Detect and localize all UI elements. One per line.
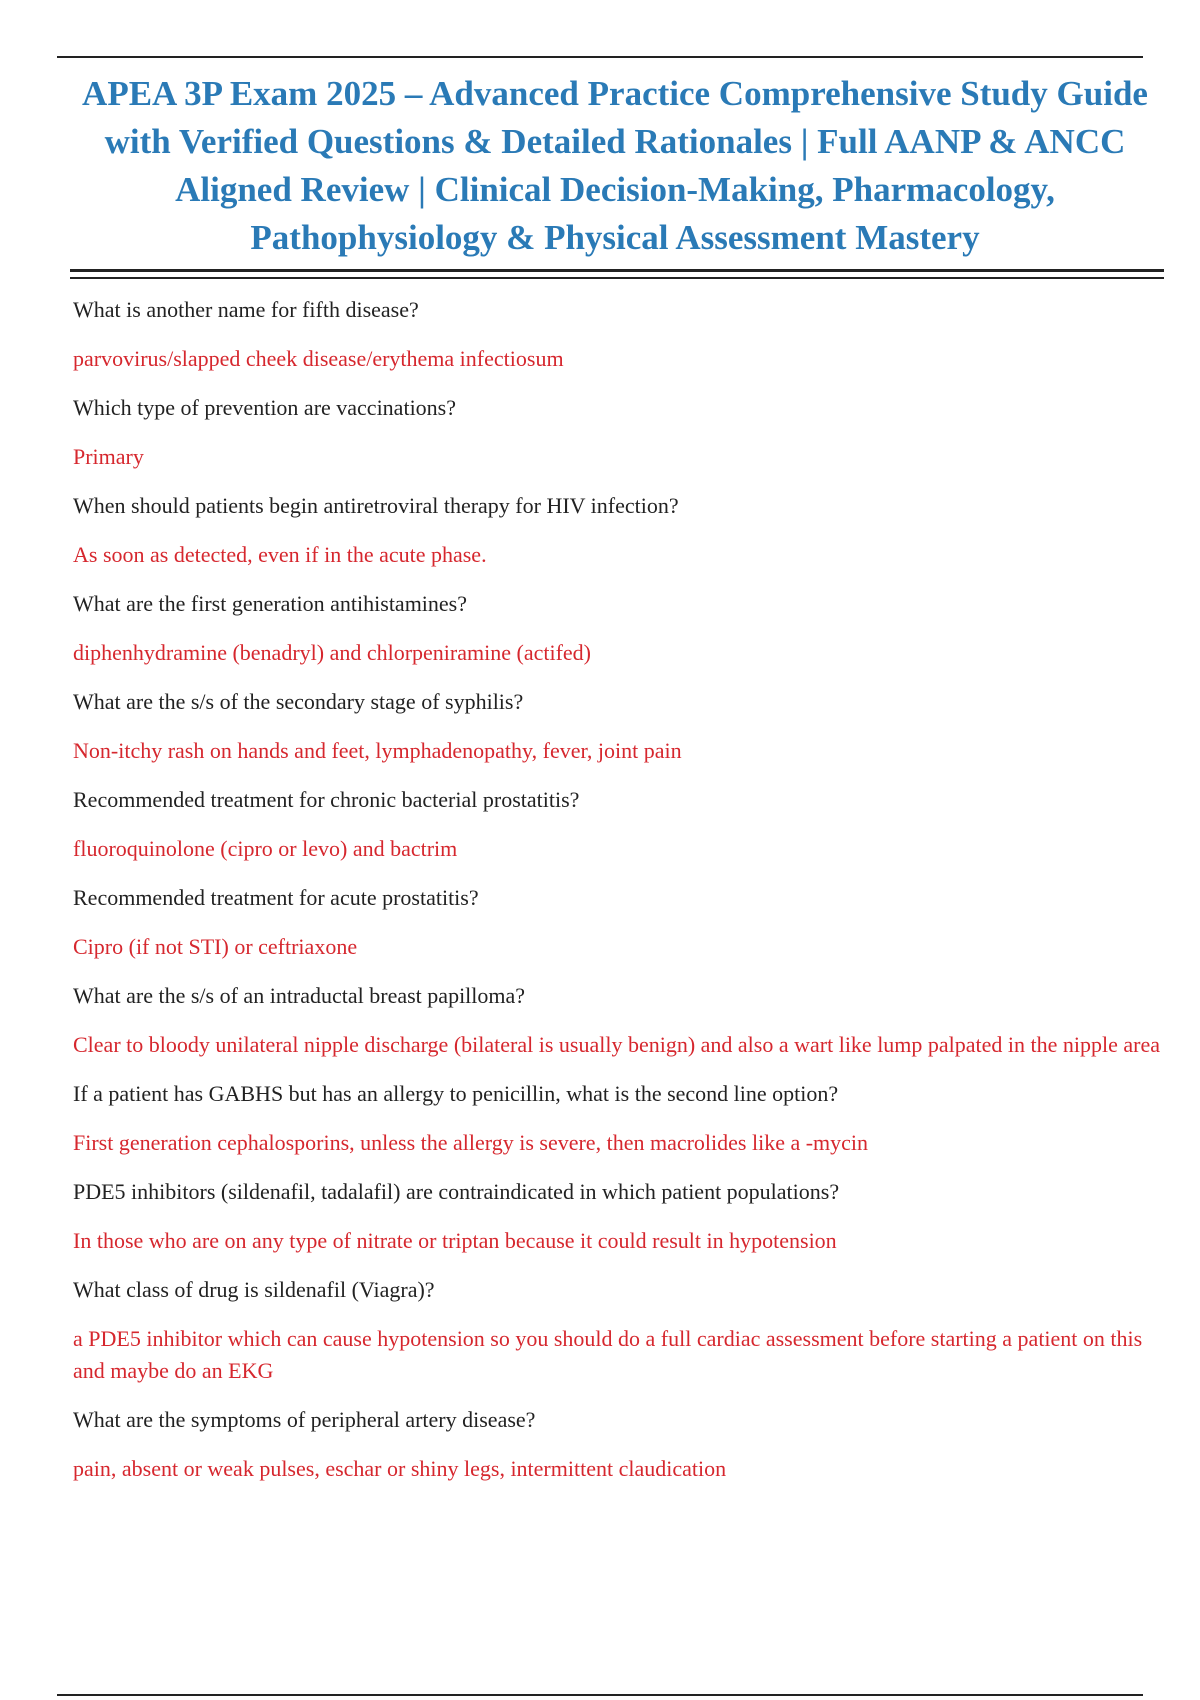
document-title: APEA 3P Exam 2025 – Advanced Practice Comprehensive Study Guide with Verified Questions & Detailed Rationales | Full AANP & ANCC Aligned Review | Clinical Decision-Making, Pharmacology, Pathophysiology & Physical Assessment Mastery [82,74,1148,257]
question-text: Which type of prevention are vaccinations? [73,395,457,420]
question-text: Recommended treatment for acute prostatitis? [73,885,479,910]
question-text: What are the s/s of an intraductal breast papilloma? [73,983,526,1008]
qa-item-3 [73,490,1163,571]
qa-item-10 [73,1176,1163,1257]
answer-text: parvovirus/slapped cheek disease/erythema infectiosum [73,346,564,371]
answer-text: Cipro (if not STI) or ceftriaxone [73,934,358,959]
qa-item-4 [73,588,1163,669]
question-text: If a patient has GABHS but has an allergy to penicillin, what is the second line option? [73,1081,839,1106]
qa-item-2 [73,392,1163,473]
question-text: Recommended treatment for chronic bacterial prostatitis? [73,787,580,812]
question-text: What are the first generation antihistamines? [73,591,468,616]
question-text: What are the symptoms of peripheral artery disease? [73,1407,536,1432]
answer-text: diphenhydramine (benadryl) and chlorpeniramine (actifed) [73,640,591,665]
answer-text: Clear to bloody unilateral nipple discharge (bilateral is usually benign) and also a wart like lump palpated in the nipple area [73,1032,1161,1057]
question-text: What is another name for fifth disease? [73,297,419,322]
qa-item-1 [73,294,1163,375]
top-divider [57,56,1143,58]
title-double-divider [70,269,1164,279]
question-answer-list [73,294,1163,1502]
question-text: What class of drug is sildenafil (Viagra)? [73,1277,435,1302]
bottom-divider [57,1694,1143,1696]
question-text: PDE5 inhibitors (sildenafil, tadalafil) are contraindicated in which patient populations? [73,1179,840,1204]
question-text: What are the s/s of the secondary stage of syphilis? [73,689,524,714]
answer-text: Primary [73,444,144,469]
answer-text: In those who are on any type of nitrate or triptan because it could result in hypotension [73,1228,837,1253]
qa-item-9 [73,1078,1163,1159]
answer-text: First generation cephalosporins, unless the allergy is severe, then macrolides like a -mycin [73,1130,869,1155]
question-text: When should patients begin antiretroviral therapy for HIV infection? [73,493,679,518]
qa-item-12 [73,1404,1163,1485]
qa-item-8 [73,980,1163,1061]
qa-item-11 [73,1274,1163,1387]
answer-text: Non-itchy rash on hands and feet, lymphadenopathy, fever, joint pain [73,738,682,763]
qa-item-6 [73,784,1163,865]
answer-text: a PDE5 inhibitor which can cause hypotension so you should do a full cardiac assessment before starting a patient on this and maybe do an EKG [73,1326,1143,1383]
answer-text: pain, absent or weak pulses, eschar or shiny legs, intermittent claudication [73,1456,727,1481]
answer-text: fluoroquinolone (cipro or levo) and bactrim [73,836,458,861]
qa-item-7 [73,882,1163,963]
qa-item-5 [73,686,1163,767]
answer-text: As soon as detected, even if in the acute phase. [73,542,487,567]
